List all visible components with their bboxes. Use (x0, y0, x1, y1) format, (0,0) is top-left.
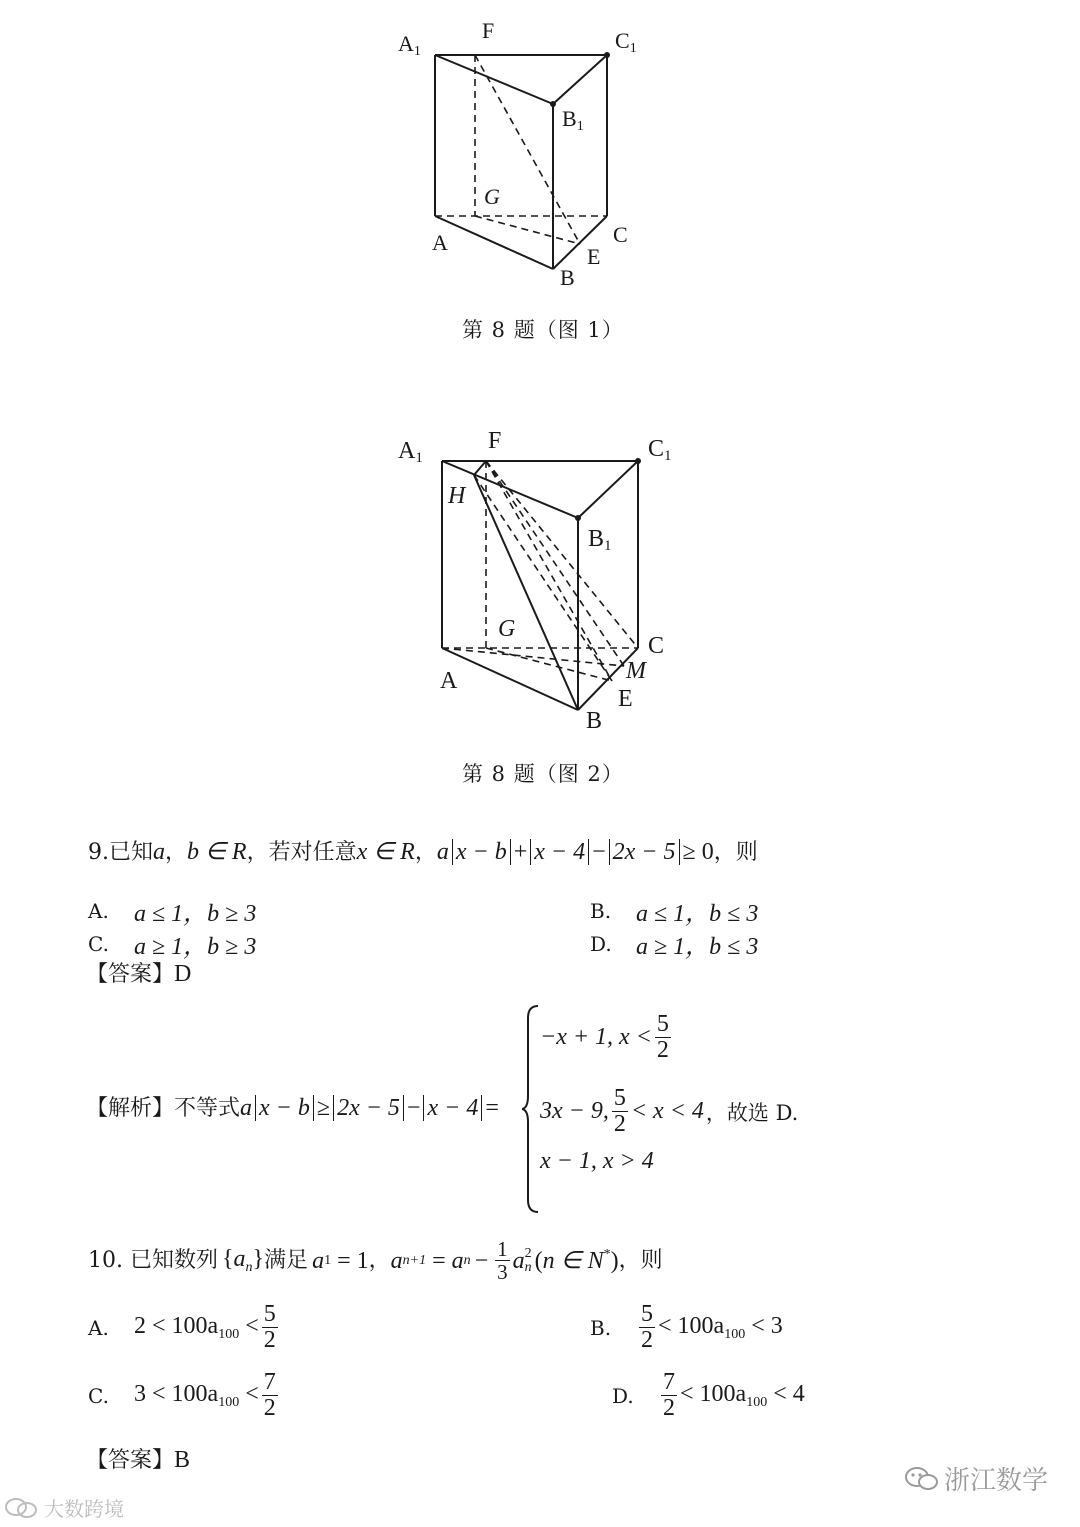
option-key: C. (88, 1383, 109, 1408)
q10-seq: $\{a_n\}$ (221, 1245, 265, 1275)
piecewise-brace (522, 1004, 542, 1214)
piecewise-case-1 (540, 1012, 674, 1063)
label-a1: A1 (398, 31, 421, 59)
label-f: F (488, 428, 502, 454)
case-2-tail: < x < 4 (630, 1098, 704, 1125)
opt-mid: < 100a (658, 1312, 725, 1339)
label-a: A (440, 668, 458, 694)
option-text: a ≤ 1，b ≥ 3 (134, 901, 257, 927)
analysis-label: 【解析】 (86, 1096, 175, 1121)
point-c1 (604, 52, 610, 58)
rec-star: * (603, 1247, 611, 1263)
q9-answer (86, 962, 191, 986)
q9-minus: − (592, 839, 606, 865)
q10-answer (86, 1448, 190, 1472)
option-text: a ≥ 1，b ≥ 3 (134, 934, 257, 960)
frac-den: 2 (613, 1111, 626, 1138)
option-key: A. (88, 1315, 109, 1340)
point-b1 (550, 101, 556, 107)
label-e: E (587, 244, 601, 269)
opt-right: < 3 (751, 1312, 783, 1339)
analysis-a: a (240, 1095, 253, 1121)
fraction-5-2 (655, 1012, 671, 1063)
label-a1: A1 (398, 438, 423, 466)
opt-sub: 100 (746, 1394, 768, 1410)
analysis-abs-3: x − 4 (423, 1095, 482, 1121)
q9-abs-2: x − 4 (530, 839, 589, 865)
q10-rec-an: a (451, 1247, 464, 1274)
watermark-right-text: 浙江数学 (944, 1466, 1049, 1496)
q9-option-b (590, 893, 758, 928)
answer-value: D (174, 961, 192, 987)
edge-b1-c1 (553, 55, 607, 104)
label-c1: C1 (615, 28, 637, 56)
frac-num: 7 (663, 1369, 675, 1395)
opt-rel: < (245, 1312, 259, 1339)
rec-a-sup: 2 (524, 1245, 532, 1261)
q9-option-d (590, 926, 758, 961)
option-key: A. (88, 898, 109, 923)
figure-2 (386, 428, 696, 738)
q9-option-a (88, 893, 256, 928)
wechat-icon (904, 1465, 938, 1493)
q9-tail: ，则 (713, 840, 758, 865)
rec-an-sub: n (463, 1252, 471, 1268)
frac-num: 5 (613, 1085, 626, 1111)
rec-domain: n ∈ N (542, 1248, 604, 1275)
q10-rec-domain: (n ∈ N*) (534, 1247, 619, 1275)
q9-b-in-r: b ∈ R (187, 839, 247, 865)
edge-a1-b1 (435, 55, 553, 104)
case-2-expr: 3x − 9, (540, 1098, 609, 1125)
seq-a: a (233, 1245, 246, 1272)
option-key: C. (88, 931, 109, 956)
fraction-5-2 (639, 1302, 655, 1353)
frac-num: 7 (263, 1369, 276, 1395)
watermark-right (904, 1460, 1048, 1497)
figure-2-caption: 第 8 题（图 2） (462, 762, 624, 786)
q9-abs-3: 2x − 5 (609, 839, 680, 865)
case-1-expr: −x + 1, x < (540, 1024, 652, 1051)
label-c: C (613, 222, 628, 247)
frac-den: 2 (263, 1395, 276, 1422)
option-text (658, 1313, 783, 1343)
label-h: H (448, 483, 466, 509)
fraction-5-2 (262, 1302, 278, 1353)
frac-num: 5 (641, 1301, 653, 1327)
rec-lhs-sub: n+1 (402, 1252, 427, 1268)
q10-prefix: 10. 已知数列 (88, 1247, 218, 1273)
analysis-eq: = (485, 1095, 499, 1121)
analysis-text: 不等式 (174, 1096, 241, 1121)
label-g: G (484, 184, 500, 209)
q10-option-c (88, 1370, 281, 1421)
analysis-conclusion: ，故选 D. (705, 1100, 799, 1125)
q9-x-in-r: x ∈ R (356, 839, 415, 865)
q10-option-a (88, 1302, 281, 1353)
q10-stem (88, 1238, 663, 1283)
q9-abs-1: x − b (452, 839, 511, 865)
q9-ineq-a: a (436, 839, 449, 865)
line-f-h (474, 461, 486, 475)
piecewise-case-3 (540, 1148, 654, 1175)
q10-rec-minus: − (474, 1247, 489, 1274)
q10-option-b (590, 1302, 783, 1353)
edge-b1-c1 (578, 461, 638, 518)
q9-analysis (86, 1096, 499, 1120)
q10-comma: ， (368, 1247, 391, 1273)
seq-sub: n (245, 1259, 253, 1275)
rec-a-sub: n (524, 1259, 532, 1275)
edge-a-b (442, 648, 578, 710)
option-text (134, 1313, 259, 1343)
q10-rec-a: a (512, 1247, 525, 1274)
label-g: G (498, 616, 516, 642)
analysis-minus: − (406, 1095, 421, 1121)
label-e: E (618, 686, 633, 712)
fraction-5-2 (612, 1086, 628, 1137)
q10-rec-eq: = (432, 1247, 446, 1274)
option-text (680, 1381, 805, 1411)
q9-mid: ，若对任意 (246, 840, 357, 865)
label-b: B (560, 265, 575, 290)
frac-den: 2 (641, 1327, 653, 1354)
figure-1 (380, 18, 660, 298)
chat-bubbles-icon (4, 1495, 38, 1521)
frac-den: 2 (263, 1327, 276, 1354)
line-f-e (475, 55, 580, 244)
analysis-abs-2: 2x − 5 (333, 1095, 404, 1121)
analysis-ge: ≥ (316, 1095, 331, 1121)
label-c1: C1 (648, 436, 672, 464)
opt-sub: 100 (218, 1394, 240, 1410)
option-text: a ≤ 1，b ≤ 3 (636, 901, 759, 927)
label-m: M (626, 658, 646, 684)
q10-rec-lhs: a (390, 1247, 403, 1274)
frac-den: 2 (663, 1395, 675, 1422)
piecewise-case-2 (540, 1086, 798, 1137)
opt-right: < 4 (773, 1380, 805, 1407)
line-g-e (475, 216, 580, 244)
label-b1: B1 (588, 526, 612, 554)
a1-sub: 1 (324, 1252, 332, 1268)
answer-label: 【答案】 (86, 962, 175, 987)
opt-left: 3 < 100a (134, 1380, 219, 1407)
q9-ge-zero: ≥ 0 (682, 839, 714, 865)
option-key: B. (590, 898, 612, 923)
label-f: F (482, 18, 495, 43)
option-key: D. (612, 1383, 634, 1408)
point-b1 (575, 515, 581, 521)
q9-prefix: 9.已知 (88, 840, 153, 865)
frac-num: 5 (263, 1301, 276, 1327)
fraction-7-2 (262, 1370, 278, 1421)
watermark-left-text: 大数跨境 (44, 1497, 124, 1521)
q9-stem (88, 840, 758, 864)
opt-left: 2 < 100a (134, 1312, 219, 1339)
case-3-expr: x − 1, x > 4 (540, 1148, 654, 1174)
point-c1 (635, 458, 641, 464)
opt-mid: < 100a (680, 1380, 747, 1407)
figure-1-caption: 第 8 题（图 1） (462, 318, 624, 342)
q9-comma: ， (165, 840, 188, 865)
option-text: a ≥ 1，b ≤ 3 (636, 934, 759, 960)
opt-sub: 100 (218, 1326, 240, 1342)
q10-option-d (612, 1370, 805, 1421)
watermark-left (4, 1493, 124, 1522)
q10-a1-eq: = 1 (337, 1247, 369, 1274)
fraction-1-3 (495, 1238, 510, 1283)
label-a: A (432, 230, 448, 255)
label-c: C (648, 633, 665, 659)
opt-sub: 100 (724, 1326, 746, 1342)
label-b1: B1 (562, 106, 584, 134)
q9-comma-2: ， (414, 840, 437, 865)
frac-den: 2 (656, 1037, 669, 1064)
q10-a1: a (312, 1247, 325, 1274)
option-text (134, 1381, 259, 1411)
rec-a-scripts (525, 1247, 532, 1275)
analysis-abs-1: x − b (255, 1095, 314, 1121)
edge-a-b (435, 216, 553, 269)
prism-diagram-1 (380, 18, 660, 298)
frac-num: 5 (656, 1011, 669, 1037)
opt-rel: < (245, 1380, 259, 1407)
q9-plus: + (513, 839, 528, 865)
q10-cond: 满足 (264, 1247, 309, 1273)
label-b: B (586, 708, 603, 734)
option-key: D. (590, 931, 612, 956)
frac-den: 3 (497, 1260, 508, 1285)
q10-tail: ，则 (618, 1247, 663, 1273)
answer-value: B (174, 1447, 191, 1473)
q9-option-c (88, 926, 256, 961)
option-key: B. (590, 1315, 612, 1340)
fraction-7-2 (661, 1370, 677, 1421)
q9-var-a: a (153, 839, 165, 865)
prism-diagram-2 (386, 428, 696, 738)
frac-num: 1 (497, 1237, 508, 1261)
answer-label: 【答案】 (86, 1448, 175, 1473)
